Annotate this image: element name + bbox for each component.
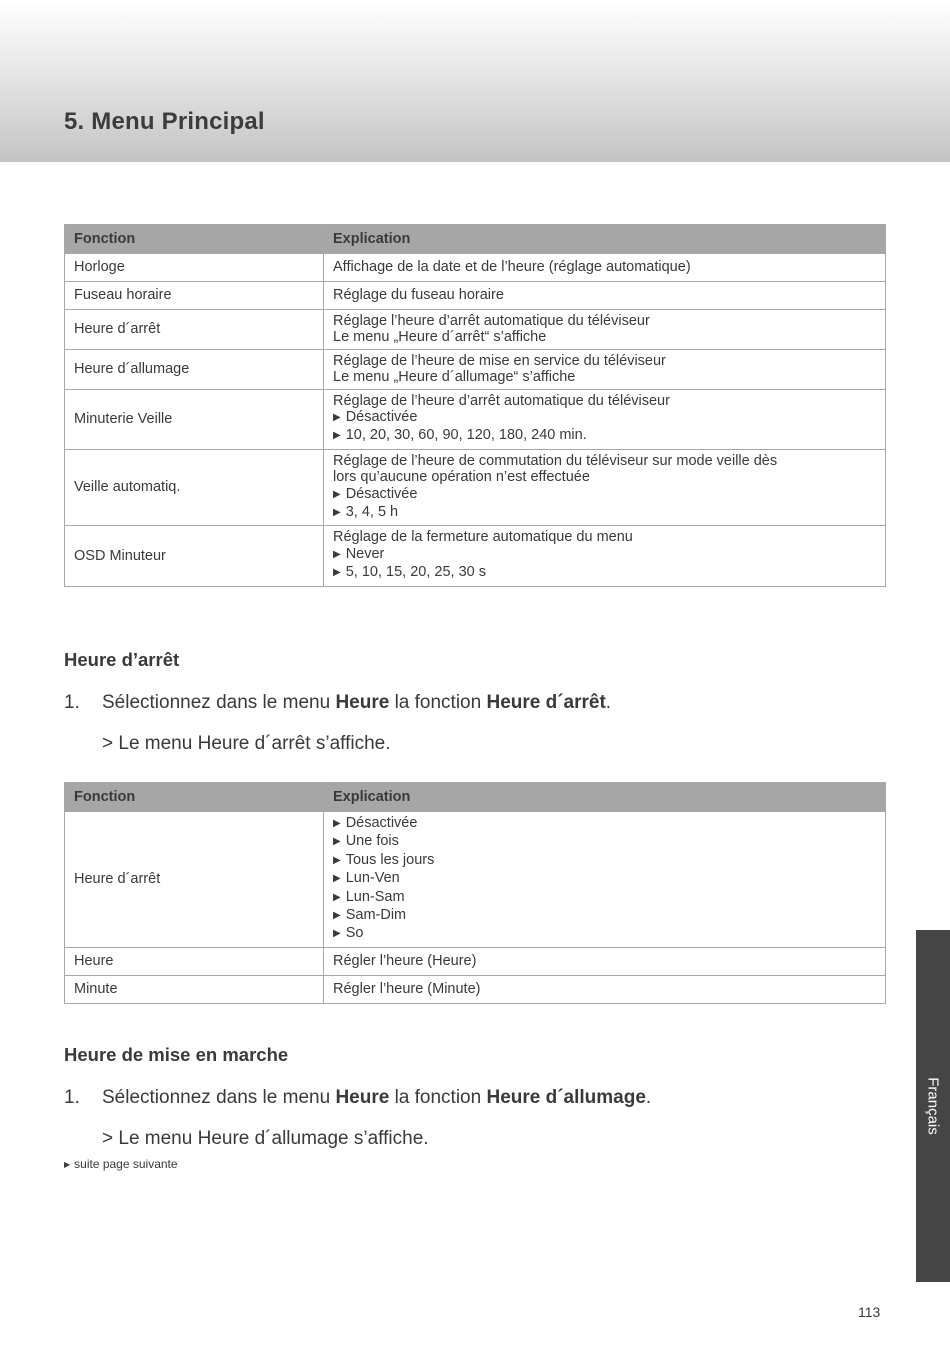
triangle-bullet-icon: ▶ bbox=[333, 430, 341, 442]
section-heading-heure-arret: Heure d’arrêt bbox=[64, 649, 180, 670]
table-row bbox=[65, 389, 886, 449]
function-cell: Veille automatiq. bbox=[65, 449, 324, 526]
explanation-cell bbox=[324, 449, 886, 526]
function-cell: Minuterie Veille bbox=[65, 389, 324, 449]
option-label: Désactivée bbox=[345, 485, 418, 502]
option-item bbox=[333, 564, 876, 582]
language-tab-label: Français bbox=[924, 1077, 942, 1135]
option-item bbox=[333, 427, 876, 445]
function-cell: Minute bbox=[65, 975, 324, 1003]
step-text: . bbox=[645, 1087, 652, 1108]
column-header-fonction: Fonction bbox=[65, 783, 324, 812]
step-number: 1. bbox=[64, 1087, 80, 1108]
explanation-cell bbox=[324, 349, 886, 389]
column-header-explication: Explication bbox=[324, 783, 886, 812]
column-header-explication: Explication bbox=[324, 225, 886, 254]
triangle-bullet-icon: ▶ bbox=[333, 836, 341, 848]
triangle-bullet-icon: ▶ bbox=[333, 507, 341, 519]
heure-arret-table bbox=[64, 782, 886, 1004]
explanation-cell bbox=[324, 947, 886, 975]
page-title: 5. Menu Principal bbox=[64, 108, 265, 135]
option-item bbox=[333, 870, 876, 888]
table-row bbox=[65, 349, 886, 389]
header-band bbox=[0, 0, 950, 162]
option-item bbox=[333, 546, 876, 564]
explanation-cell bbox=[324, 389, 886, 449]
option-label: Désactivée bbox=[345, 815, 418, 831]
explanation-line: Le menu „Heure d´allumage“ s’affiche bbox=[333, 369, 576, 386]
step-text: Sélectionnez dans le menu bbox=[102, 692, 336, 713]
triangle-bullet-icon: ▶ bbox=[333, 910, 341, 922]
instruction-step bbox=[64, 1087, 651, 1109]
option-label: Sam-Dim bbox=[345, 907, 407, 924]
option-item bbox=[333, 889, 876, 907]
function-cell: Horloge bbox=[65, 254, 324, 282]
column-header-fonction: Fonction bbox=[65, 225, 324, 254]
option-label: 10, 20, 30, 60, 90, 120, 180, 240 min. bbox=[345, 427, 587, 444]
explanation-line: Régler l’heure (Heure) bbox=[333, 953, 477, 970]
triangle-bullet-icon: ▶ bbox=[333, 928, 341, 940]
explanation-cell bbox=[324, 282, 886, 310]
explanation-cell bbox=[324, 310, 886, 350]
table-header-row bbox=[65, 225, 886, 254]
function-table bbox=[64, 224, 886, 587]
explanation-line: Affichage de la date et de l’heure (réglage automatique) bbox=[333, 259, 691, 276]
option-label: So bbox=[345, 925, 364, 942]
option-label: Lun-Sam bbox=[345, 888, 405, 905]
option-label: 5, 10, 15, 20, 25, 30 s bbox=[345, 564, 486, 581]
step-text: la fonction bbox=[389, 1087, 487, 1108]
explanation-line: lors qu’aucune opération n’est effectuée bbox=[333, 469, 590, 486]
explanation-cell bbox=[324, 975, 886, 1003]
step-text: Sélectionnez dans le menu bbox=[102, 1087, 336, 1108]
table-row bbox=[65, 526, 886, 586]
table-row bbox=[65, 449, 886, 526]
option-label: Never bbox=[345, 545, 385, 562]
explanation-line: Réglage de l’heure d’arrêt automatique du téléviseur bbox=[333, 392, 670, 409]
function-cell: Heure d´allumage bbox=[65, 349, 324, 389]
table-row bbox=[65, 812, 886, 948]
function-cell: OSD Minuteur bbox=[65, 526, 324, 586]
explanation-line: Le menu „Heure d´arrêt“ s’affiche bbox=[333, 329, 547, 346]
table-header-row bbox=[65, 783, 886, 812]
step-bold-menu: Heure bbox=[335, 692, 390, 713]
function-cell: Heure d´arrêt bbox=[65, 310, 324, 350]
explanation-cell bbox=[324, 812, 886, 948]
triangle-bullet-icon: ▶ bbox=[333, 854, 341, 866]
explanation-line: Réglage l’heure d’arrêt automatique du téléviseur bbox=[333, 313, 650, 329]
instruction-step bbox=[64, 692, 611, 714]
option-item bbox=[333, 925, 876, 943]
triangle-bullet-icon: ▶ bbox=[333, 548, 341, 560]
explanation-line: Réglage de l’heure de mise en service du téléviseur bbox=[333, 352, 666, 369]
option-item bbox=[333, 486, 876, 504]
section-heading-mise-en-marche: Heure de mise en marche bbox=[64, 1044, 289, 1065]
option-item bbox=[333, 852, 876, 870]
continued-note bbox=[64, 1157, 178, 1171]
step-number: 1. bbox=[64, 692, 80, 713]
step-result: > Le menu Heure d´allumage s’affiche. bbox=[102, 1128, 429, 1149]
function-cell: Heure bbox=[65, 947, 324, 975]
step-result: > Le menu Heure d´arrêt s’affiche. bbox=[102, 733, 391, 754]
option-label: Une fois bbox=[345, 833, 399, 850]
triangle-bullet-icon: ▶ bbox=[64, 1160, 71, 1169]
triangle-bullet-icon: ▶ bbox=[333, 488, 341, 500]
explanation-line: Réglage de l’heure de commutation du téléviseur sur mode veille dès bbox=[333, 452, 778, 469]
option-label: Lun-Ven bbox=[345, 870, 400, 887]
option-item bbox=[333, 504, 876, 522]
explanation-cell bbox=[324, 526, 886, 586]
option-item bbox=[333, 815, 876, 833]
function-cell: Heure d´arrêt bbox=[65, 812, 324, 948]
function-cell: Fuseau horaire bbox=[65, 282, 324, 310]
step-text: . bbox=[605, 692, 612, 713]
triangle-bullet-icon: ▶ bbox=[333, 873, 341, 885]
option-label: Désactivée bbox=[345, 409, 418, 426]
triangle-bullet-icon: ▶ bbox=[333, 567, 341, 579]
table-row bbox=[65, 947, 886, 975]
option-label: Tous les jours bbox=[345, 851, 435, 868]
option-item bbox=[333, 409, 876, 427]
explanation-line: Réglage de la fermeture automatique du menu bbox=[333, 529, 633, 546]
option-item bbox=[333, 833, 876, 851]
page-number: 113 bbox=[858, 1304, 881, 1320]
option-item bbox=[333, 907, 876, 925]
continued-note-text: suite page suivante bbox=[74, 1157, 178, 1171]
explanation-line: Réglage du fuseau horaire bbox=[333, 287, 504, 304]
step-bold-menu: Heure bbox=[335, 1087, 390, 1108]
triangle-bullet-icon: ▶ bbox=[333, 412, 341, 424]
language-tab bbox=[916, 930, 950, 1282]
table-row bbox=[65, 310, 886, 350]
triangle-bullet-icon: ▶ bbox=[333, 891, 341, 903]
step-text: la fonction bbox=[389, 692, 487, 713]
option-label: 3, 4, 5 h bbox=[345, 504, 399, 521]
table-row bbox=[65, 975, 886, 1003]
explanation-line: Régler l’heure (Minute) bbox=[333, 981, 481, 998]
explanation-cell bbox=[324, 254, 886, 282]
triangle-bullet-icon: ▶ bbox=[333, 818, 341, 829]
step-bold-function: Heure d´arrêt bbox=[486, 692, 606, 713]
table-row bbox=[65, 254, 886, 282]
table-row bbox=[65, 282, 886, 310]
step-bold-function: Heure d´allumage bbox=[486, 1087, 646, 1108]
